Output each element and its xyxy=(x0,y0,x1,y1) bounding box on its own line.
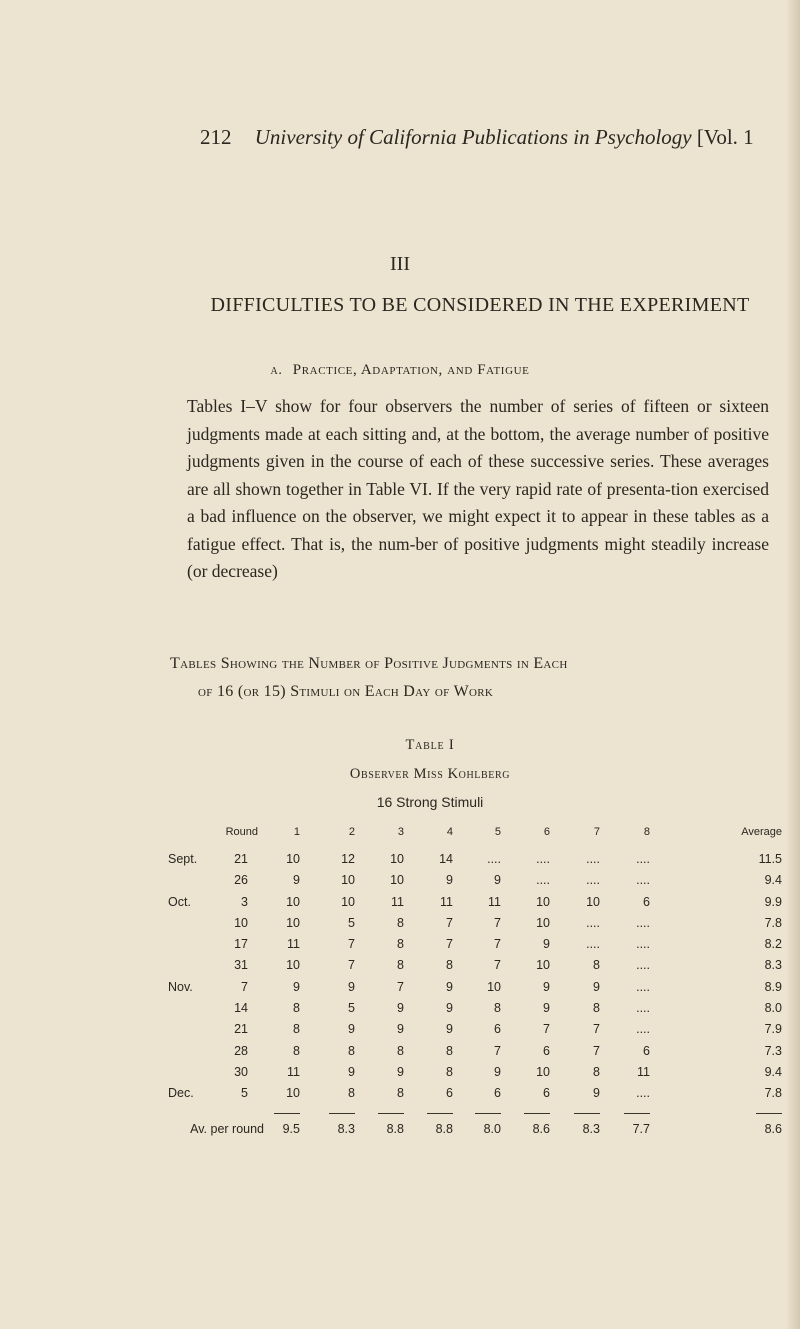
round-2-average: 8.3 xyxy=(337,1121,355,1136)
round-1-value: 10 xyxy=(286,852,300,866)
round-6-value: 10 xyxy=(536,894,550,909)
round-8-value: 6 xyxy=(643,1043,650,1058)
round-5-value: 7 xyxy=(494,937,501,952)
round-2-value: 5 xyxy=(348,915,355,930)
round-6-value: 6 xyxy=(543,1043,550,1058)
row-average: 8.2 xyxy=(764,937,782,952)
table-row xyxy=(168,1086,788,1107)
running-head xyxy=(200,125,780,150)
row-month: Dec. xyxy=(168,1086,194,1101)
row-day: 5 xyxy=(241,1086,248,1101)
round-3-value: 7 xyxy=(397,979,404,994)
row-average: 8.9 xyxy=(764,979,782,994)
row-month: Oct. xyxy=(168,894,191,909)
row-day: 26 xyxy=(234,873,248,888)
subsection-label: a. xyxy=(270,363,283,378)
round-5-value: .... xyxy=(487,852,501,866)
round-1-value: 11 xyxy=(287,937,300,952)
round-6-average: 8.6 xyxy=(532,1121,550,1136)
volume-label: [Vol. 1 xyxy=(696,125,754,149)
round-7-value: .... xyxy=(586,852,600,866)
table-row xyxy=(168,916,788,937)
row-day: 30 xyxy=(234,1064,248,1079)
column-header-3: 3 xyxy=(397,826,404,838)
round-1-value: 9 xyxy=(293,873,300,888)
round-6-value: .... xyxy=(536,873,550,888)
round-5-value: 9 xyxy=(494,1064,501,1079)
table-caption: Table I xyxy=(405,737,455,753)
row-day: 31 xyxy=(234,958,248,973)
row-day: 10 xyxy=(234,915,248,930)
round-6-value: 9 xyxy=(543,979,550,994)
row-average: 8.0 xyxy=(764,1001,782,1016)
round-7-value: .... xyxy=(586,937,600,952)
round-4-value: 14 xyxy=(439,852,453,866)
table-rule xyxy=(329,1113,355,1114)
round-4-value: 9 xyxy=(446,979,453,994)
round-6-value: 9 xyxy=(543,1001,550,1016)
column-header-average: Average xyxy=(741,826,782,838)
round-8-value: .... xyxy=(636,958,650,973)
round-7-value: 10 xyxy=(586,894,600,909)
table-stimuli: 16 Strong Stimuli xyxy=(376,794,484,810)
round-7-value: 8 xyxy=(593,958,600,973)
round-2-value: 10 xyxy=(341,894,355,909)
row-day: 28 xyxy=(234,1043,248,1058)
table-row xyxy=(168,895,788,916)
round-8-value: .... xyxy=(636,873,650,888)
round-3-value: 9 xyxy=(397,1022,404,1037)
round-7-value: .... xyxy=(586,915,600,930)
round-8-value: .... xyxy=(636,979,650,994)
overall-average: 8.6 xyxy=(764,1121,782,1136)
row-day: 14 xyxy=(234,1001,248,1016)
round-3-value: 9 xyxy=(397,1064,404,1079)
column-header-7: 7 xyxy=(593,826,600,838)
table-row xyxy=(168,852,788,873)
round-3-value: 8 xyxy=(397,915,404,930)
round-6-value: 10 xyxy=(536,958,550,973)
round-1-value: 10 xyxy=(286,958,300,973)
table-rule xyxy=(378,1113,404,1114)
round-6-value: 6 xyxy=(543,1086,550,1101)
round-4-average: 8.8 xyxy=(435,1121,453,1136)
table-rule xyxy=(524,1113,550,1114)
row-day: 3 xyxy=(241,894,248,909)
subsection-title: Practice, Adaptation, and Fatigue xyxy=(292,362,530,378)
row-average: 7.8 xyxy=(764,1086,782,1101)
round-1-value: 10 xyxy=(286,1086,300,1101)
table-row xyxy=(168,1001,788,1022)
row-day: 17 xyxy=(234,937,248,952)
round-7-value: 7 xyxy=(593,1043,600,1058)
table-rule-row xyxy=(168,1108,788,1122)
round-4-value: 8 xyxy=(446,1064,453,1079)
column-header-round: Round xyxy=(225,826,258,838)
round-6-value: 9 xyxy=(543,937,550,952)
round-4-value: 8 xyxy=(446,1043,453,1058)
table-rule xyxy=(475,1113,501,1114)
column-header-1: 1 xyxy=(293,826,300,838)
round-3-average: 8.8 xyxy=(386,1121,404,1136)
round-4-value: 7 xyxy=(446,937,453,952)
round-8-value: .... xyxy=(636,915,650,930)
round-2-value: 7 xyxy=(348,937,355,952)
round-4-value: 9 xyxy=(446,1022,453,1037)
table-rule xyxy=(427,1113,453,1114)
round-1-value: 9 xyxy=(293,979,300,994)
subsection-heading xyxy=(0,362,800,379)
section-number: III xyxy=(390,253,410,275)
round-7-value: 8 xyxy=(593,1064,600,1079)
round-2-value: 8 xyxy=(348,1086,355,1101)
table-rule xyxy=(574,1113,600,1114)
round-3-value: 10 xyxy=(390,873,404,888)
average-row xyxy=(168,1122,788,1144)
round-6-value: .... xyxy=(536,852,550,866)
round-1-value: 11 xyxy=(287,1064,300,1079)
round-7-average: 8.3 xyxy=(582,1121,600,1136)
round-6-value: 10 xyxy=(536,1064,550,1079)
row-average: 7.9 xyxy=(764,1022,782,1037)
table-row xyxy=(168,1065,788,1086)
round-2-value: 9 xyxy=(348,979,355,994)
row-average: 7.3 xyxy=(764,1043,782,1058)
round-8-value: .... xyxy=(636,1022,650,1037)
table-row xyxy=(168,937,788,958)
table-rule xyxy=(624,1113,650,1114)
round-8-average: 7.7 xyxy=(632,1121,650,1136)
table-header-row xyxy=(168,826,788,852)
round-3-value: 8 xyxy=(397,937,404,952)
row-average: 11.5 xyxy=(758,852,782,866)
round-5-value: 7 xyxy=(494,958,501,973)
average-row-label: Av. per round xyxy=(190,1121,264,1136)
row-month: Sept. xyxy=(168,852,198,866)
body-paragraph: Tables I–V show for four observers the number of series of fifteen or sixteen judgments made at each sitting and, at the bottom, the average number of positive judgments given in the course of each of these successive series. These averages are all shown together in Table VI. If the very rapid rate of presenta-tion exercised a bad influence on the observer, we might expect it to appear in these tables as a fatigue effect. That is, the num-ber of positive judgments might steadily increase (or decrease) xyxy=(187,396,769,581)
round-8-value: 11 xyxy=(637,1064,650,1079)
table-row xyxy=(168,1044,788,1065)
row-average: 9.4 xyxy=(764,873,782,888)
section-title: DIFFICULTIES TO BE CONSIDERED IN THE EXPERIMENT xyxy=(210,294,750,316)
row-average: 7.8 xyxy=(764,915,782,930)
round-4-value: 6 xyxy=(446,1086,453,1101)
round-8-value: .... xyxy=(636,1086,650,1101)
round-2-value: 10 xyxy=(341,873,355,888)
round-2-value: 12 xyxy=(341,852,355,866)
column-header-6: 6 xyxy=(543,826,550,838)
table-observer: Observer Miss Kohlberg xyxy=(349,766,511,782)
round-4-value: 11 xyxy=(440,894,453,909)
table-rule xyxy=(756,1113,782,1114)
round-7-value: 9 xyxy=(593,1086,600,1101)
round-1-value: 8 xyxy=(293,1043,300,1058)
round-5-value: 6 xyxy=(494,1086,501,1101)
column-header-2: 2 xyxy=(348,826,355,838)
round-8-value: .... xyxy=(636,852,650,866)
row-average: 8.3 xyxy=(764,958,782,973)
round-5-value: 11 xyxy=(488,894,501,909)
round-3-value: 8 xyxy=(397,958,404,973)
round-5-value: 8 xyxy=(494,1001,501,1016)
row-average: 9.4 xyxy=(764,1064,782,1079)
data-table xyxy=(168,826,788,1144)
round-1-value: 10 xyxy=(286,915,300,930)
tables-heading-line-2: of 16 (or 15) Stimuli on Each Day of Work xyxy=(198,683,494,700)
running-title: University of California Publications in Psychology xyxy=(254,125,692,149)
row-month: Nov. xyxy=(168,979,193,994)
round-4-value: 9 xyxy=(446,1001,453,1016)
row-day: 7 xyxy=(241,979,248,994)
row-day: 21 xyxy=(234,852,248,866)
round-7-value: 9 xyxy=(593,979,600,994)
round-1-average: 9.5 xyxy=(282,1121,300,1136)
round-1-value: 10 xyxy=(286,894,300,909)
page-number: 212 xyxy=(200,125,232,149)
round-3-value: 10 xyxy=(390,852,404,866)
round-1-value: 8 xyxy=(293,1022,300,1037)
round-3-value: 8 xyxy=(397,1086,404,1101)
table-row xyxy=(168,1022,788,1043)
row-day: 21 xyxy=(234,1022,248,1037)
table-row xyxy=(168,980,788,1001)
round-3-value: 8 xyxy=(397,1043,404,1058)
round-2-value: 7 xyxy=(348,958,355,973)
round-5-value: 10 xyxy=(487,979,501,994)
round-2-value: 5 xyxy=(348,1001,355,1016)
column-header-5: 5 xyxy=(494,826,501,838)
round-2-value: 8 xyxy=(348,1043,355,1058)
round-2-value: 9 xyxy=(348,1022,355,1037)
round-7-value: 8 xyxy=(593,1001,600,1016)
column-header-4: 4 xyxy=(446,826,453,838)
round-5-value: 9 xyxy=(494,873,501,888)
round-2-value: 9 xyxy=(348,1064,355,1079)
table-row xyxy=(168,958,788,979)
round-5-value: 6 xyxy=(494,1022,501,1037)
round-4-value: 9 xyxy=(446,873,453,888)
round-4-value: 7 xyxy=(446,915,453,930)
round-6-value: 10 xyxy=(536,915,550,930)
page-edge-shadow xyxy=(786,0,800,1329)
round-5-value: 7 xyxy=(494,1043,501,1058)
round-8-value: .... xyxy=(636,1001,650,1016)
round-6-value: 7 xyxy=(543,1022,550,1037)
round-5-value: 7 xyxy=(494,915,501,930)
round-1-value: 8 xyxy=(293,1001,300,1016)
table-row xyxy=(168,873,788,894)
round-5-average: 8.0 xyxy=(483,1121,501,1136)
round-3-value: 11 xyxy=(391,894,404,909)
round-4-value: 8 xyxy=(446,958,453,973)
round-8-value: .... xyxy=(636,937,650,952)
tables-heading xyxy=(170,650,780,706)
column-header-8: 8 xyxy=(643,826,650,838)
round-3-value: 9 xyxy=(397,1001,404,1016)
round-7-value: 7 xyxy=(593,1022,600,1037)
row-average: 9.9 xyxy=(764,894,782,909)
round-8-value: 6 xyxy=(643,894,650,909)
table-rule xyxy=(274,1113,300,1114)
tables-heading-line-1: Tables Showing the Number of Positive Judgments in Each xyxy=(170,655,568,672)
round-7-value: .... xyxy=(586,873,600,888)
